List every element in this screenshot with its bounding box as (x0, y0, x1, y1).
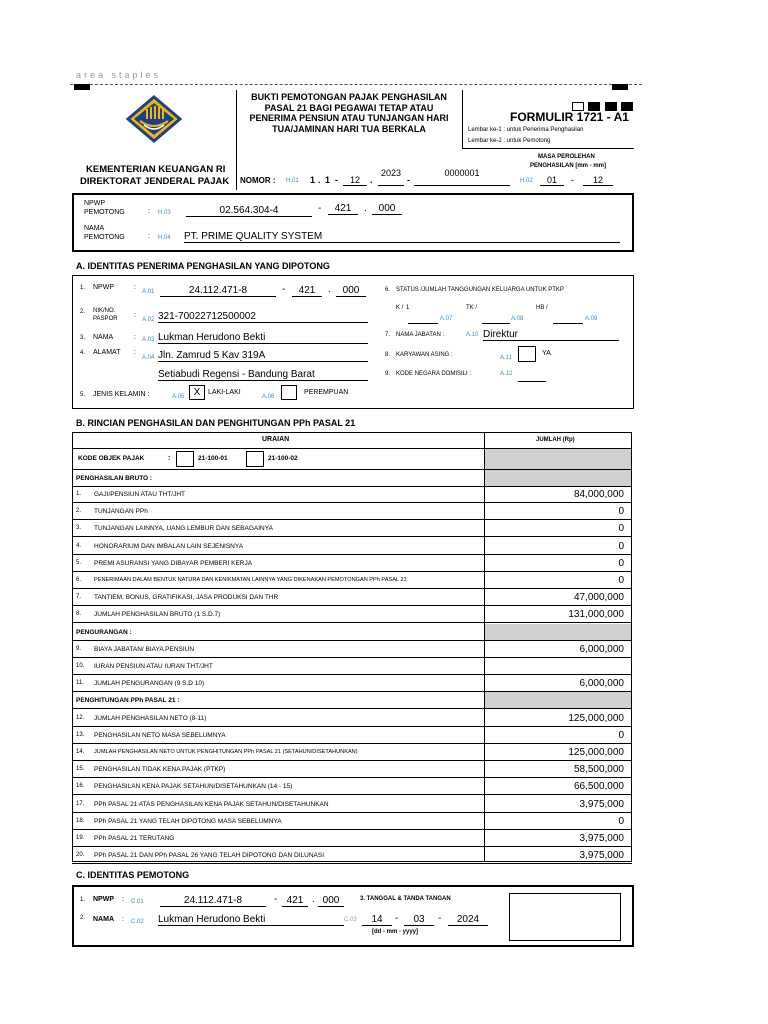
kode-objek-label: KODE OBJEK PAJAK (78, 455, 145, 462)
row-number: 20. (76, 852, 85, 859)
row-label: PENGHASILAN NETO MASA SEBELUMNYA (94, 731, 226, 739)
nomor-dot-2: . (370, 175, 373, 185)
laki-laki-checkbox[interactable]: X (189, 385, 205, 400)
table-row (72, 710, 632, 727)
c-npwp-2: 421 (282, 895, 308, 907)
a-nik-value: 321-70022712500002 (158, 311, 368, 323)
row-label: BIAYA JABATAN/ BIAYA PENSIUN (94, 645, 195, 653)
row-amount: 131,000,000 (568, 609, 624, 621)
row-number: 2. (76, 508, 82, 515)
row-amount: 0 (618, 540, 624, 552)
table-row (72, 658, 632, 675)
c-nama-label: NAMA (93, 916, 114, 923)
row-label: TUNJANGAN PPh (94, 508, 148, 516)
a-alamat-label: ALAMAT (93, 349, 121, 356)
a-npwp-1: 24.112.471-8 (160, 285, 276, 297)
row-amount: 0 (618, 523, 624, 535)
row-amount: 125,000,000 (568, 712, 624, 724)
row-label: GAJI/PENSIUN ATAU THT/JHT (94, 491, 186, 498)
a-jk-label: JENIS KELAMIN : (93, 391, 150, 398)
nama-pemotong-code: H.04 (158, 235, 171, 241)
a-negara-label: KODE NEGARA DOMISILI : (396, 371, 472, 377)
a-npwp-label: NPWP (93, 284, 114, 291)
table-row (72, 555, 632, 572)
table-row (72, 830, 632, 847)
a-jabatan-label: NAMA JABATAN : (396, 332, 445, 338)
row-number: 11. (76, 680, 84, 687)
row-number: 4. (76, 542, 82, 549)
a-alamat-line-1: Jln. Zamrud 5 Kav 319A (158, 350, 368, 362)
section-a-title: A. IDENTITAS PENERIMA PENGHASILAN YANG DIPOTONG (76, 261, 330, 271)
row-amount: 3,975,000 (579, 798, 624, 810)
row-label: PPh PASAL 21 DAN PPh PASAL 26 YANG TELAH DIPOTONG DAN DILUNASI (94, 852, 324, 860)
a-num-2: 2. (80, 309, 86, 315)
ministry-line-2: DIREKTORAT JENDERAL PAJAK (80, 176, 230, 187)
table-row (72, 796, 632, 813)
table-row (72, 727, 632, 744)
nomor-part-3: 12 (343, 175, 367, 186)
c-colon-2: : (122, 916, 124, 923)
kemenkeu-logo (126, 95, 182, 143)
a-hb-label: HB / (536, 305, 548, 311)
row-number: 12. (76, 714, 85, 721)
row-amount: 6,000,000 (579, 643, 624, 655)
row-label: PENGHASILAN TIDAK KENA PAJAK (PTKP) (94, 766, 226, 774)
row-number: 1. (76, 491, 82, 497)
row-label: PPh PASAL 21 TERUTANG (94, 835, 175, 842)
c-npwp-1: 24.112.471-8 (160, 895, 266, 907)
a-jk-code-1: A.05 (172, 394, 185, 400)
c-npwp-dash: - (274, 894, 278, 905)
table-row (72, 675, 632, 692)
row-label: HONORARIUM DAN IMBALAN LAIN SEJENISNYA (94, 542, 244, 550)
row-label: PREMI ASURANSI YANG DIBAYAR PEMBERI KERJA (94, 559, 253, 567)
header-divider-left (236, 90, 237, 190)
a-jk-laki: LAKI-LAKI (208, 389, 241, 396)
row-amount: 6,000,000 (579, 678, 624, 690)
nomor-part-1: 1 (310, 175, 316, 185)
row-number: 14. (76, 749, 85, 755)
a-npwp-3: 000 (336, 285, 366, 297)
row-amount: 0 (618, 557, 624, 569)
kode-21-100-02-checkbox[interactable] (246, 451, 264, 467)
table-row (72, 606, 632, 623)
row-amount: 125,000,000 (568, 747, 624, 758)
a-num-7: 7. (385, 332, 391, 338)
kode-21-100-02-label: 21-100-02 (268, 455, 298, 462)
c-num-2: 2. (80, 915, 86, 921)
penghitungan-header-shaded-cell (485, 692, 631, 708)
masa-label-2: PENGHASILAN [mm - mm] (530, 163, 607, 169)
masa-to: 12 (583, 175, 613, 186)
staples-line (70, 84, 642, 85)
section-c-title: C. IDENTITAS PEMOTONG (76, 870, 190, 880)
a-asing-label: KARYAWAN ASING : (396, 352, 453, 358)
nama-pemotong-value: PT. PRIME QUALITY SYSTEM (184, 231, 620, 243)
c-colon: : (122, 896, 124, 903)
c-nama-code: C.02 (131, 919, 144, 925)
a-colon: : (134, 284, 136, 291)
c-date-format: [dd - mm - yyyy] (372, 929, 419, 935)
row-label: JUMLAH PENGHASILAN BRUTO (1 S.D.7) (94, 611, 221, 619)
nomor-dot: . (318, 175, 321, 185)
section-b-title: B. RINCIAN PENGHASILAN DAN PENGHITUNGAN PPh PASAL 21 (76, 418, 356, 428)
bruto-header-label: PENGHASILAN BRUTO : (76, 475, 153, 482)
a-nama-label: NAMA (93, 334, 114, 341)
row-number: 15. (76, 766, 85, 773)
row-label: PENERIMAAN DALAM BENTUK NATURA DAN KENIKMATAN LAINNYA YANG DIKENAKAN PEMOTONGAN PPh PASAL 21 (94, 577, 407, 583)
a-negara-code: A.12 (500, 371, 513, 377)
a-num-8: 8. (385, 352, 391, 358)
row-label: JUMLAH PENGURANGAN (9 S.D 10) (94, 680, 205, 688)
row-number: 19. (76, 835, 85, 841)
row-number: 17. (76, 800, 85, 807)
row-label: PENGHASILAN KENA PAJAK SETAHUN/DISETAHUNKAN (14 - 15) (94, 783, 293, 791)
table-row (72, 520, 632, 537)
masa-label-1: MASA PEROLEHAN (538, 154, 595, 160)
c-tanggal-label: 3. TANGGAL & TANDA TANGAN (360, 896, 451, 902)
row-number: 6. (76, 577, 82, 583)
table-row (72, 813, 632, 830)
staples-area-label: area staples (76, 70, 162, 80)
a-tk-label: TK / (466, 305, 478, 311)
b-header-row (72, 432, 632, 449)
nomor-dash-2: - (407, 175, 410, 185)
signature-box[interactable] (509, 893, 621, 941)
row-number: 9. (76, 645, 82, 652)
kode-objek-colon: : (168, 455, 171, 462)
header-divider-right (462, 90, 463, 148)
row-number: 8. (76, 611, 82, 618)
npwp-pemotong-dot: . (364, 203, 367, 214)
masa-dash: - (571, 175, 574, 185)
a-colon: : (134, 334, 136, 341)
npwp-pemotong-label: NPWP PEMOTONG (84, 200, 125, 216)
a-num-5: 5. (80, 392, 86, 398)
b-kode-row (72, 449, 632, 470)
a-npwp-dash: - (282, 284, 286, 295)
a-npwp-2: 421 (292, 285, 322, 297)
title-line: BUKTI PEMOTONGAN PAJAK PENGHASILAN (251, 92, 447, 102)
a-nik-label: NIK/NO. PASPOR (93, 308, 118, 322)
c-tanggal-code: C.03 (344, 917, 357, 923)
row-number: 3. (76, 525, 82, 532)
lembar-divider (462, 148, 634, 149)
a-jk-perempuan: PEREMPUAN (304, 389, 349, 396)
nama-pemotong-colon: : (148, 233, 150, 240)
row-amount: 0 (618, 506, 624, 518)
nomor-label: NOMOR : (240, 176, 276, 185)
penghitungan-header (72, 692, 632, 709)
c-nama-value: Lukman Herudono Bekti (158, 914, 344, 926)
a-tk-line (482, 323, 510, 324)
col-jumlah: JUMLAH (Rp) (536, 437, 575, 443)
a-alamat-line-2: Setiabudi Regensi - Bandung Barat (158, 369, 368, 381)
a-negara-line (518, 381, 546, 382)
form-number: FORMULIR 1721 - A1 (510, 110, 629, 124)
a-npwp-code: A.01 (142, 289, 155, 295)
kode-shaded-cell (485, 449, 631, 469)
a-ya-label: YA (542, 350, 551, 357)
a-num-1: 1. (80, 285, 86, 291)
row-amount: 3,975,000 (579, 850, 624, 862)
table-row (72, 538, 632, 555)
a-jk-code-2: A.06 (262, 394, 275, 400)
title-line: TUA/JAMINAN HARI TUA BERKALA (272, 123, 426, 134)
row-label: JUMLAH PENGHASILAN NETO (8-11) (94, 714, 207, 722)
a-k-line (408, 323, 438, 324)
col-uraian: URAIAN (262, 436, 290, 443)
a-num-3: 3. (80, 335, 86, 341)
a-num-9: 9. (385, 371, 391, 377)
c-npwp-3: 000 (318, 895, 344, 907)
a-hb-code: A.09 (585, 316, 598, 322)
nomor-part-2: 1 (325, 175, 331, 185)
a-num-6: 6. (385, 287, 391, 293)
row-number: 18. (76, 817, 85, 824)
row-number: 16. (76, 783, 85, 790)
row-number: 13. (76, 731, 85, 738)
nomor-part-5: 0000001 (414, 168, 510, 186)
row-label: TANTIEM, BONUS, GRATIFIKASI, JASA PRODUKSI DAN THR (94, 594, 279, 602)
table-row (72, 847, 632, 864)
row-number: 7. (76, 594, 82, 601)
row-label: PPh PASAL 21 ATAS PENGHASILAN KENA PAJAK SETAHUN/DISETAHUNKAN (94, 800, 329, 808)
lembar-1-note: Lembar ke-1 : untuk Penerima Penghasilan (468, 127, 584, 133)
c-month: 03 (404, 914, 434, 926)
title-line: PASAL 21 BAGI PEGAWAI TETAP ATAU (264, 102, 434, 113)
form-title-block (238, 92, 460, 134)
a-k-label: K / (396, 305, 404, 311)
table-row (72, 744, 632, 761)
table-row (72, 486, 632, 503)
row-amount: 58,500,000 (573, 764, 624, 776)
a-status-label: STATUS /JUMLAH TANGGUNGAN KELUARGA UNTUK PTKP (396, 287, 564, 293)
row-amount: 66,500,000 (573, 781, 624, 793)
row-label: TUNJANGAN LAINNYA, UANG LEMBUR DAN SEBAGAINYA (94, 525, 273, 533)
a-num-4: 4. (80, 350, 86, 356)
table-row (72, 589, 632, 606)
a-tk-code: A.08 (511, 316, 524, 322)
b-bruto-header (72, 470, 632, 487)
row-amount: 0 (618, 575, 624, 586)
a-jabatan-value: Direktur (483, 329, 619, 341)
karyawan-asing-checkbox[interactable] (518, 346, 536, 362)
a-npwp-dot: . (328, 284, 331, 295)
npwp-pemotong-2: 421 (328, 203, 358, 215)
penghitungan-header-label: PENGHITUNGAN PPh PASAL 21 : (76, 697, 180, 705)
a-alamat-code: A.04 (142, 355, 155, 361)
row-label: JUMLAH PENGHASILAN NETO UNTUK PENGHITUNGAN PPh PASAL 21 (SETAHUN/DISETAHUNKAN) (94, 749, 358, 755)
c-year: 2024 (448, 914, 488, 926)
lembar-2-note: Lembar ke-2 : untuk Pemotong (468, 138, 551, 144)
c-npwp-dot: . (312, 894, 315, 905)
nomor-code: H.01 (286, 178, 299, 184)
a-asing-code: A.11 (500, 355, 512, 361)
pengurangan-header-shaded-cell (485, 624, 631, 640)
npwp-pemotong-dash: - (318, 203, 322, 214)
a-nama-value: Lukman Herudono Bekti (158, 332, 368, 344)
a-nik-code: A.02 (142, 317, 155, 323)
table-row (72, 572, 632, 589)
npwp-pemotong-1: 02.564.304-4 (186, 205, 312, 217)
a-colon: : (134, 312, 136, 319)
table-row (72, 503, 632, 520)
c-sep-2: - (438, 913, 442, 924)
a-hb-line (553, 323, 583, 324)
c-sep-1: - (395, 913, 399, 924)
table-row (72, 761, 632, 778)
kode-21-100-01-checkbox[interactable] (176, 451, 194, 467)
pemotong-box (72, 193, 634, 252)
row-amount: 0 (618, 815, 624, 827)
row-amount: 84,000,000 (573, 489, 624, 500)
a-jabatan-code: A.10 (466, 332, 479, 338)
npwp-pemotong-colon: : (148, 208, 150, 215)
row-amount: 0 (618, 729, 624, 741)
row-label: IURAN PENSIUN ATAU IURAN THT/JHT (94, 663, 213, 670)
masa-from: 01 (540, 175, 564, 186)
c-num-1: 1. (80, 897, 86, 903)
c-npwp-label: NPWP (93, 896, 114, 903)
a-k-code: A.07 (440, 316, 453, 322)
row-amount: 3,975,000 (579, 833, 624, 844)
npwp-pemotong-code: H.03 (158, 210, 171, 216)
pengurangan-header (72, 624, 632, 641)
table-row (72, 778, 632, 795)
a-colon: : (134, 349, 136, 356)
bruto-shaded-cell (485, 470, 631, 486)
a-k-value: 1 (406, 305, 410, 311)
ministry-line-1: KEMENTERIAN KEUANGAN RI (86, 164, 226, 175)
nomor-dash: - (335, 175, 338, 185)
nama-pemotong-label: NAMA PEMOTONG (84, 225, 125, 241)
npwp-pemotong-3: 000 (372, 203, 402, 215)
row-number: 10. (76, 663, 85, 669)
a-nama-code: A.03 (142, 337, 155, 343)
perempuan-checkbox[interactable] (281, 385, 297, 400)
row-amount: 47,000,000 (573, 592, 624, 604)
pengurangan-header-label: PENGURANGAN : (76, 628, 132, 636)
masa-code: H.02 (520, 178, 533, 184)
row-label: PPh PASAL 21 YANG TELAH DIPOTONG MASA SEBELUMNYA (94, 817, 282, 825)
table-row (72, 641, 632, 658)
c-day: 14 (362, 914, 392, 926)
nomor-part-4: 2023 (378, 168, 404, 186)
kode-21-100-01-label: 21-100-01 (198, 455, 228, 462)
title-line: PENERIMA PENSIUN ATAU TUNJANGAN HARI (249, 113, 449, 123)
row-number: 5. (76, 559, 82, 566)
c-npwp-code: C.01 (131, 899, 144, 905)
